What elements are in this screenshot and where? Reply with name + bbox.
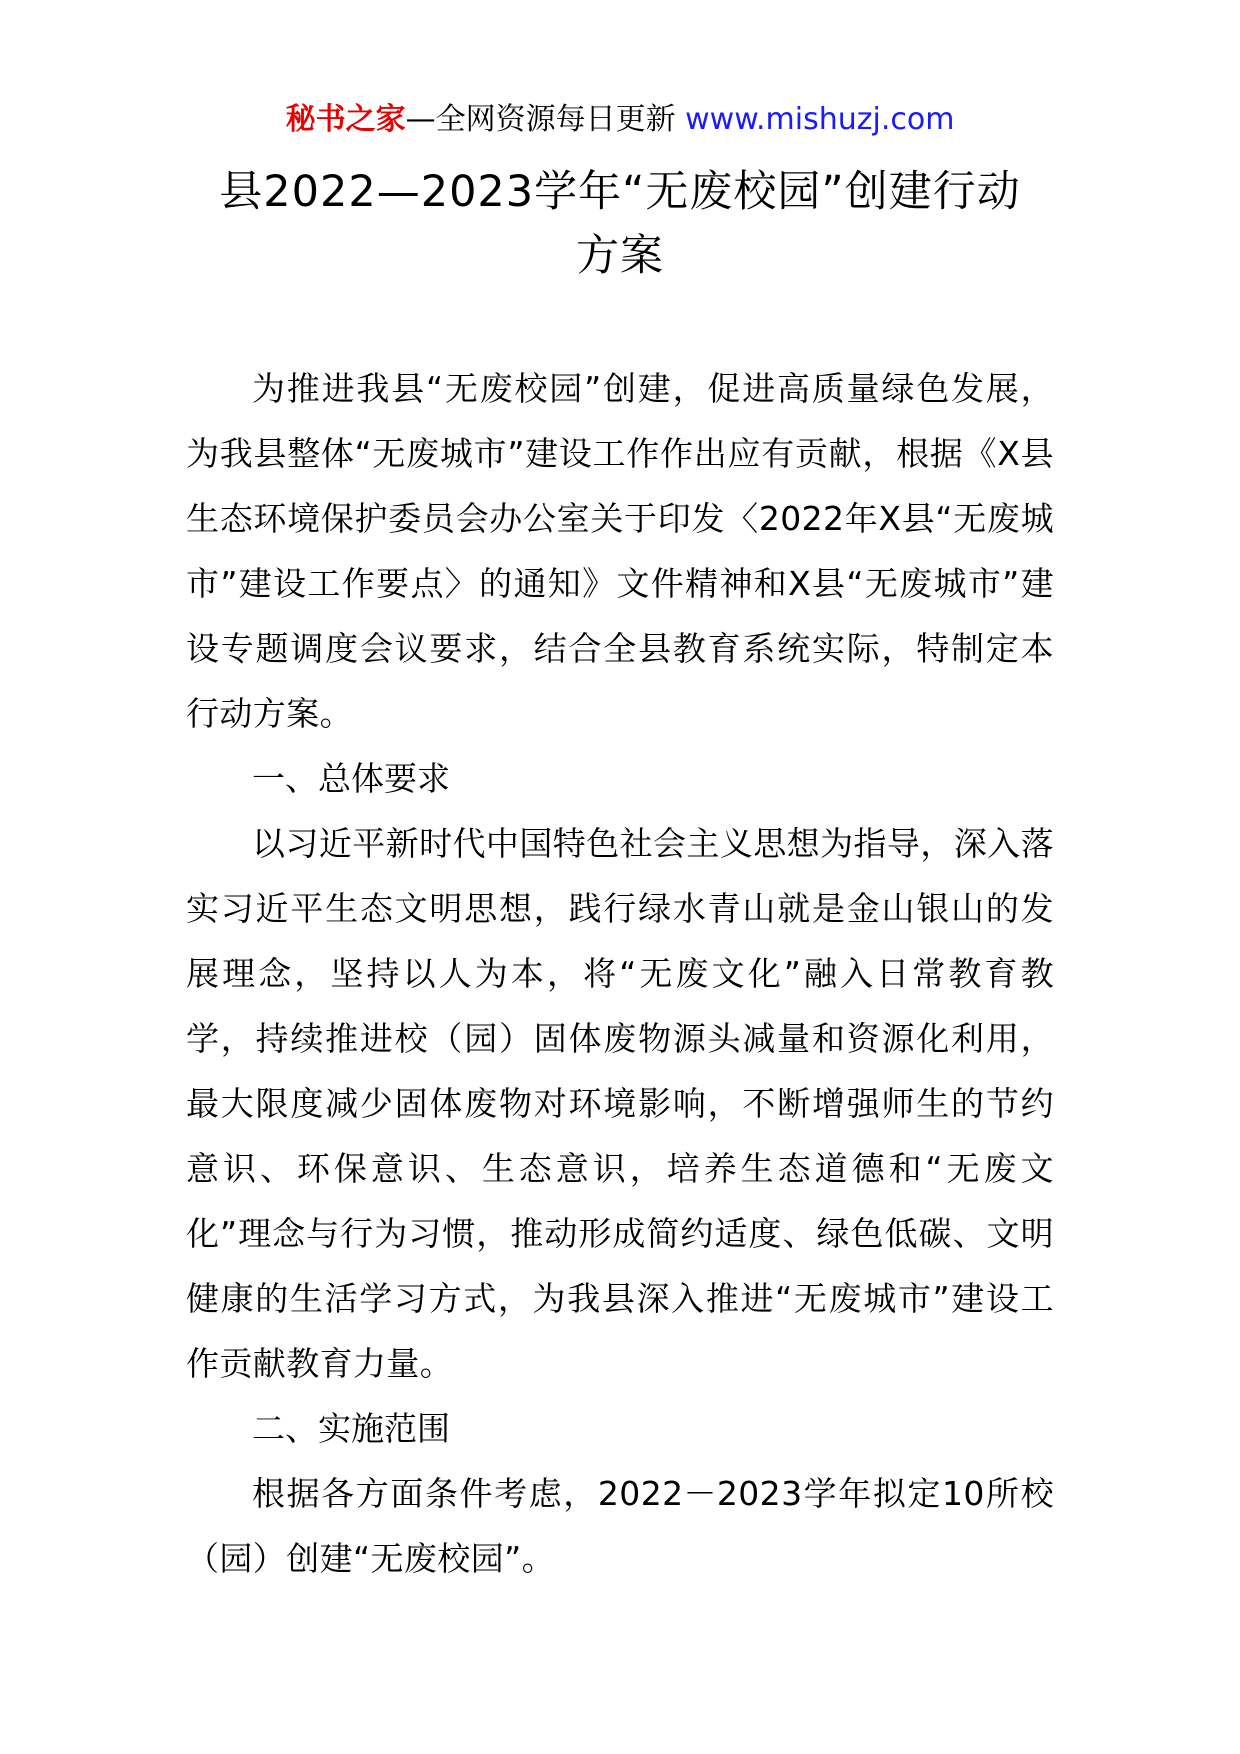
section-heading-general-requirements: 一、总体要求 (252, 759, 450, 798)
document-body (186, 356, 1054, 1591)
intro-paragraph: 为推进我县“无废校园”创建，促进高质量绿色发展，为我县整体“无废城市”建设工作作出应有贡献，根据《X县生态环境保护委员会办公室关于印发〈2022年X县“无废城市”建设工作要点〉的通知》文件精神和X县“无废城市”建设专题调度会议要求，结合全县教育系统实际，特制定本行动方案。 (186, 369, 1054, 733)
document-title (150, 160, 1090, 288)
site-header (0, 98, 1240, 142)
site-brand: 秘书之家 (285, 102, 406, 137)
document-title-line-2: 方案 (576, 231, 664, 281)
site-url[interactable]: www.mishuzj.com (685, 102, 955, 137)
site-tagline: —全网资源每日更新 (405, 102, 686, 137)
document-title-line-1: 县2022—2023学年“无废校园”创建行动 (219, 167, 1021, 217)
section-heading-scope: 二、实施范围 (252, 1409, 450, 1448)
scope-paragraph: 根据各方面条件考虑，2022－2023学年拟定10所校（园）创建“无废校园”。 (186, 1474, 1054, 1578)
general-requirements-paragraph: 以习近平新时代中国特色社会主义思想为指导，深入落实习近平生态文明思想，践行绿水青山就是金山银山的发展理念，坚持以人为本，将“无废文化”融入日常教育教学，持续推进校（园）固体废物源头减量和资源化利用，最大限度减少固体废物对环境影响，不断增强师生的节约意识、环保意识、生态意识，培养生态道德和“无废文化”理念与行为习惯，推动形成简约适度、绿色低碳、文明健康的生活学习方式，为我县深入推进“无废城市”建设工作贡献教育力量。 (186, 824, 1054, 1383)
